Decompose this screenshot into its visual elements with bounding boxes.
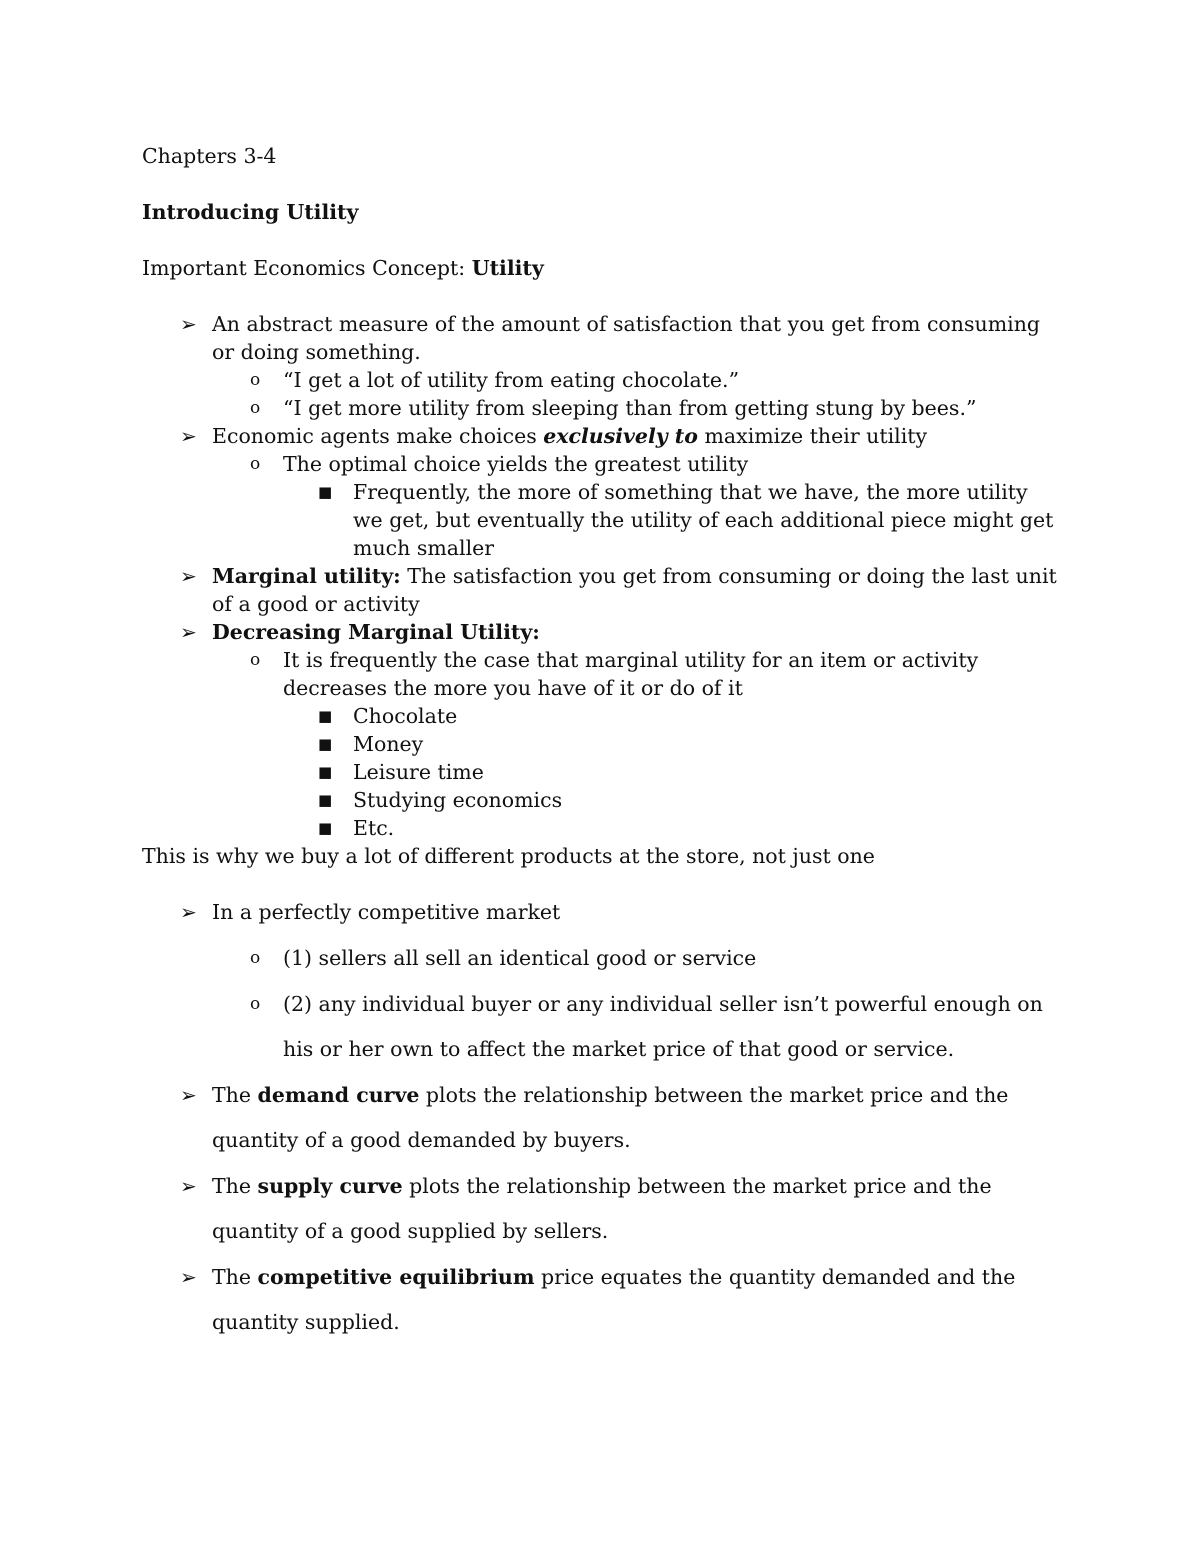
arrow-bullet-icon: ➢	[180, 1265, 197, 1289]
bullet-2-subsub-line-3: much smaller	[353, 536, 495, 560]
bullet-1-sub-2: “I get more utility from sleeping than from getting stung by bees.”	[283, 396, 977, 420]
bullet-8-term: competitive equilibrium	[257, 1265, 535, 1289]
bullet-2-subsub-line-2: we get, but eventually the utility of each additional piece might get	[353, 508, 1054, 532]
bullet-2-emphasis: exclusively to	[543, 424, 698, 448]
arrow-bullet-icon: ➢	[180, 312, 197, 336]
bullet-2-subsub-line-1: Frequently, the more of something that we have, the more utility	[353, 480, 1028, 504]
circle-bullet-icon: o	[250, 398, 261, 418]
concept-term: Utility	[471, 256, 544, 280]
bullet-3-line-2: of a good or activity	[212, 592, 420, 616]
bullet-5-sub-2-line-2: his or her own to affect the market price of that good or service.	[283, 1037, 955, 1061]
section-title: Introducing Utility	[142, 200, 359, 224]
bullet-6-post: plots the relationship between the market price and the	[419, 1083, 1009, 1107]
bullet-6-pre: The	[212, 1083, 258, 1107]
bullet-7-term: supply curve	[257, 1174, 403, 1198]
concept-line	[142, 254, 544, 282]
bullet-5-line: In a perfectly competitive market	[212, 900, 561, 924]
bullet-5-sub-1: (1) sellers all sell an identical good or service	[283, 946, 757, 970]
bullet-7-post: plots the relationship between the market price and the	[402, 1174, 992, 1198]
arrow-bullet-icon: ➢	[180, 1083, 197, 1107]
square-bullet-icon: ■	[318, 763, 333, 781]
bullet-8-line-2: quantity supplied.	[212, 1310, 400, 1334]
chapters-label: Chapters 3-4	[142, 144, 277, 168]
bullet-4-sub-line-1: It is frequently the case that marginal utility for an item or activity	[283, 648, 979, 672]
bullet-2-line	[212, 422, 927, 450]
circle-bullet-icon: o	[250, 454, 261, 474]
bullet-1-sub-1: “I get a lot of utility from eating chocolate.”	[283, 368, 740, 392]
bullet-6-term: demand curve	[257, 1083, 420, 1107]
arrow-bullet-icon: ➢	[180, 900, 197, 924]
bullet-6-line-2: quantity of a good demanded by buyers.	[212, 1128, 631, 1152]
list-item: Money	[353, 732, 424, 756]
bullet-7-line-2: quantity of a good supplied by sellers.	[212, 1219, 609, 1243]
arrow-bullet-icon: ➢	[180, 1174, 197, 1198]
bullet-8-line-1	[212, 1263, 1015, 1291]
bullet-3-line-1	[212, 562, 1057, 590]
bullet-6-line-1	[212, 1081, 1008, 1109]
arrow-bullet-icon: ➢	[180, 424, 197, 448]
list-item: Leisure time	[353, 760, 484, 784]
bullet-7-pre: The	[212, 1174, 258, 1198]
arrow-bullet-icon: ➢	[180, 620, 197, 644]
bullet-3-term: Marginal utility:	[212, 564, 401, 588]
body-paragraph: This is why we buy a lot of different products at the store, not just one	[142, 844, 875, 868]
bullet-1-line-1: An abstract measure of the amount of satisfaction that you get from consuming	[212, 312, 1041, 336]
square-bullet-icon: ■	[318, 791, 333, 809]
circle-bullet-icon: o	[250, 948, 261, 968]
square-bullet-icon: ■	[318, 735, 333, 753]
arrow-bullet-icon: ➢	[180, 564, 197, 588]
list-item: Etc.	[353, 816, 395, 840]
concept-prefix: Important Economics Concept:	[142, 256, 472, 280]
square-bullet-icon: ■	[318, 483, 333, 501]
square-bullet-icon: ■	[318, 819, 333, 837]
list-item: Studying economics	[353, 788, 563, 812]
bullet-2-pre: Economic agents make choices	[212, 424, 544, 448]
circle-bullet-icon: o	[250, 994, 261, 1014]
bullet-2-sub-1: The optimal choice yields the greatest utility	[283, 452, 749, 476]
bullet-4-term: Decreasing Marginal Utility:	[212, 620, 540, 644]
square-bullet-icon: ■	[318, 707, 333, 725]
bullet-3-rest: The satisfaction you get from consuming or doing the last unit	[400, 564, 1057, 588]
circle-bullet-icon: o	[250, 650, 261, 670]
bullet-1-line-2: or doing something.	[212, 340, 421, 364]
circle-bullet-icon: o	[250, 370, 261, 390]
list-item: Chocolate	[353, 704, 458, 728]
bullet-7-line-1	[212, 1172, 992, 1200]
bullet-2-post: maximize their utility	[697, 424, 928, 448]
bullet-8-post: price equates the quantity demanded and the	[534, 1265, 1016, 1289]
bullet-5-sub-2-line-1: (2) any individual buyer or any individual seller isn’t powerful enough on	[283, 992, 1043, 1016]
bullet-4-sub-line-2: decreases the more you have of it or do of it	[283, 676, 743, 700]
bullet-8-pre: The	[212, 1265, 258, 1289]
